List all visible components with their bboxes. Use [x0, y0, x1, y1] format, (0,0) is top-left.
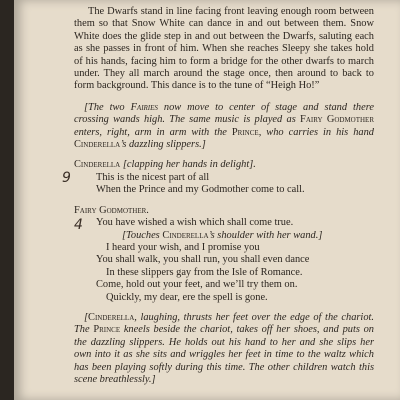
verse-line: This is the nicest part of all — [96, 171, 210, 183]
verse-line: Come, hold out your feet, and we’ll try them on. — [96, 279, 298, 291]
verse-line: In these slippers gay from the Isle of Romance. — [106, 266, 303, 278]
verse-line: I heard your wish, and I promise you — [106, 241, 260, 253]
speaker-cinderella: Cinderella [clapping her hands in delight]. — [74, 159, 256, 171]
handwritten-mark: 4 — [74, 217, 83, 233]
stage-direction-slippers: [Cinderella, laughing, thrusts her feet over the edge of the chariot. The Prince kneels beside the chariot, takes off her shoes, and puts on the dazzling slippers. He holds out his hand to her and she slips her own into it as she sits and wriggles her feet in time to the waltz which has been playing softly during this time. The other children watch this scene breathlessly.] — [74, 311, 374, 385]
verse-line: When the Prince and my Godmother come to call. — [96, 184, 305, 196]
book-page — [14, 0, 400, 400]
handwritten-mark: 9 — [62, 170, 71, 186]
verse-line: You shall walk, you shall run, you shall even dance — [96, 254, 310, 266]
stage-direction-fairies: [The two Fairies now move to center of stage and stand there crossing wands high. The same music is played as Fairy Godmother enters, right, arm in arm with the Prince, who carries in his hand Cinderella’s dazzling slippers.] — [74, 101, 374, 151]
verse-line: Quickly, my dear, ere the spell is gone. — [106, 291, 268, 303]
script-text — [74, 6, 374, 386]
verse-line: You have wished a wish which shall come true. — [96, 217, 294, 229]
speaker-fairy-godmother: Fairy Godmother. — [74, 204, 149, 216]
stage-direction-touch: [Touches Cinderella’s shoulder with her wand.] — [122, 229, 323, 241]
stage-paragraph: The Dwarfs stand in line facing front leaving enough room between them so that Snow White can dance in and out between them. Snow White does the glide step in and out between the Dwarfs, saluting each as she passes in front of him. When she reaches Sleepy she takes hold of his hands, facing him to form a bridge for the other dwarfs to march under. They all march around the stage once, then around to back to form background. This dance is to the tune of “Heigh Ho!” — [74, 6, 374, 92]
